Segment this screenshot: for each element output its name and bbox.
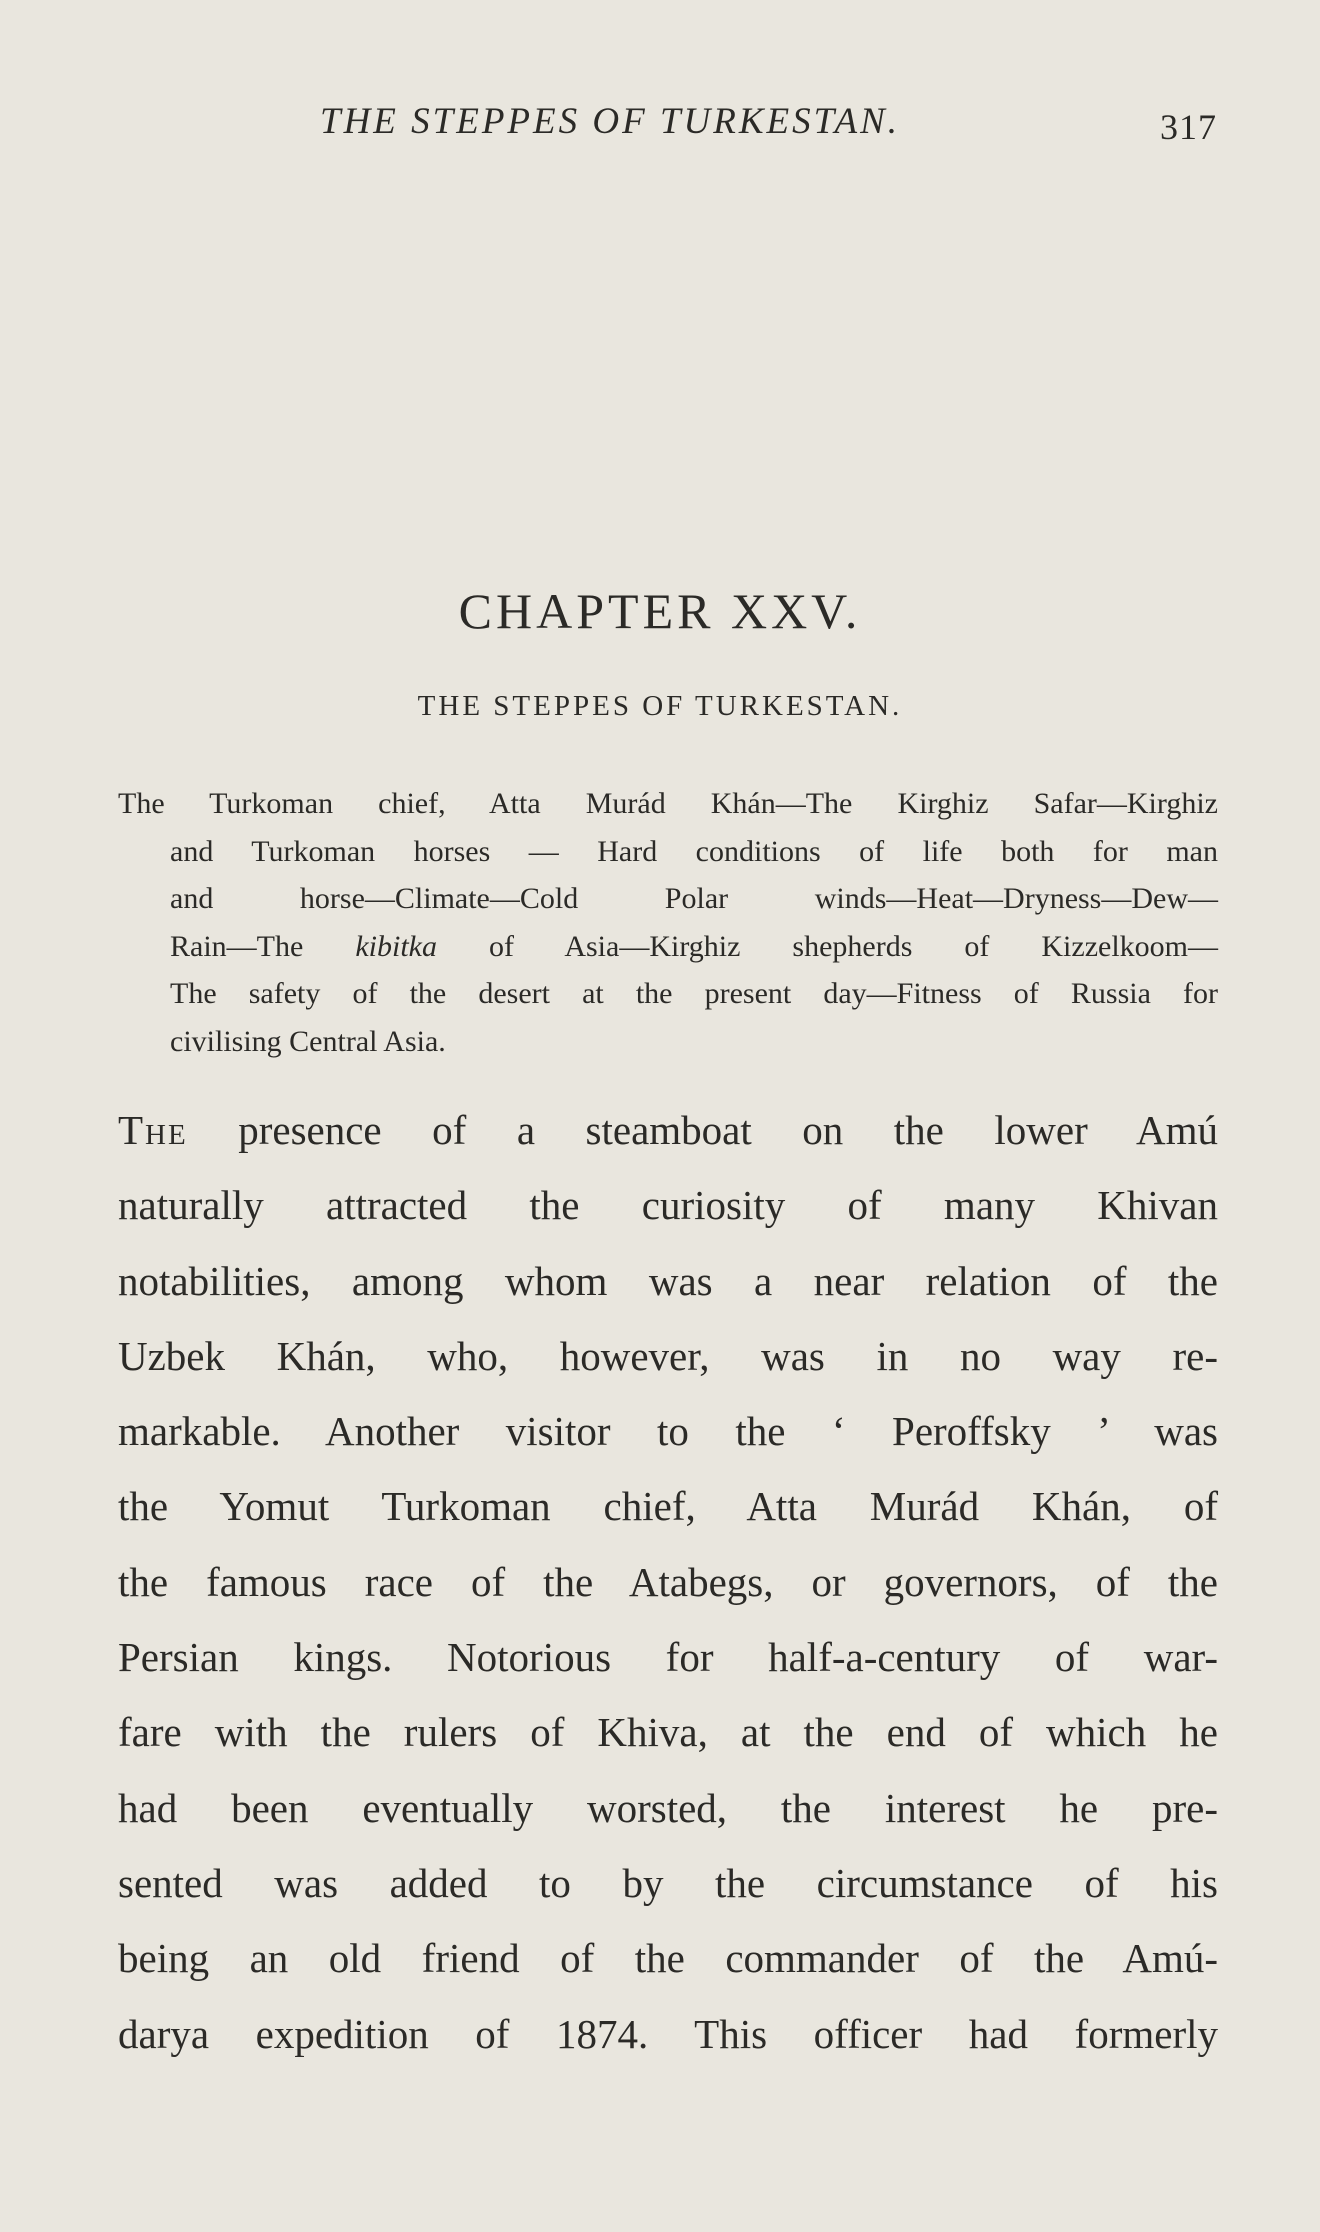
page-number: 317 [1160,107,1217,147]
running-title: THE STEPPES OF TURKESTAN. [320,101,900,142]
body-line: being an old friend of the commander of the Amú- [118,1935,1218,1982]
body-line [118,1093,1218,1168]
chapter-synopsis [118,780,1218,1065]
running-head [0,100,1320,150]
synopsis-line: The Turkoman chief, Atta Murád Khán—The Kirghiz Safar—Kirghiz [118,787,1218,820]
synopsis-text: of Asia—Kirghiz shepherds of Kizzelkoom— [488,929,1219,963]
body-line: had been eventually worsted, the interest he pre- [118,1784,1218,1831]
body-line: naturally attracted the curiosity of many Khivan [118,1182,1218,1229]
synopsis-line [170,923,1218,971]
synopsis-line: and Turkoman horses — Hard conditions of life both for man [170,834,1218,868]
body-line: sented was added to by the circumstance of his [118,1859,1218,1906]
opening-word: The [118,1107,188,1153]
body-line: darya expedition of 1874. This officer had formerly [118,2010,1218,2057]
chapter-title: CHAPTER XXV. [458,583,862,639]
body-line: notabilities, among whom was a near relation of the [118,1257,1218,1304]
body-line: the Yomut Turkoman chief, Atta Murád Khán, of [118,1483,1218,1530]
synopsis-line: civilising Central Asia. [170,1024,446,1058]
body-line: markable. Another visitor to the ‘ Peroffsky ’ was [118,1408,1218,1455]
body-paragraph [118,1093,1218,2072]
body-line-text: presence of a steamboat on the lower Amú [238,1107,1219,1153]
synopsis-line: The safety of the desert at the present day—Fitness of Russia for [170,977,1218,1010]
chapter-subtitle: THE STEPPES OF TURKESTAN. [417,690,903,722]
synopsis-text: Rain—The [170,929,304,963]
synopsis-line: and horse—Climate—Cold Polar winds—Heat—Dryness—Dew— [170,882,1218,915]
synopsis-italic-term: kibitka [355,929,437,963]
body-line: fare with the rulers of Khiva, at the end of which he [118,1709,1218,1756]
body-line: Uzbek Khán, who, however, was in no way re- [118,1332,1218,1379]
body-line: Persian kings. Notorious for half-a-century of war- [118,1634,1218,1681]
body-line: the famous race of the Atabegs, or governors, of the [118,1558,1218,1605]
